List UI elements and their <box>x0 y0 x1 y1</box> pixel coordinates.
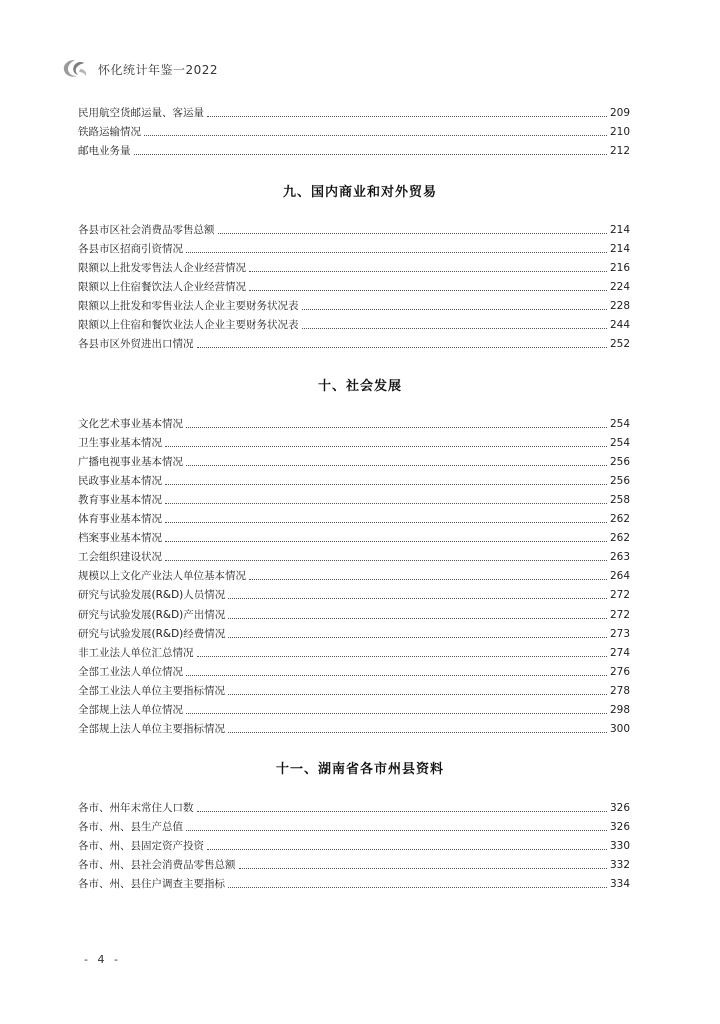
toc-entry-label: 教育事业基本情况 <box>78 494 162 507</box>
toc-entry-label: 卫生事业基本情况 <box>78 437 162 450</box>
toc-entry-page-number: 264 <box>609 570 630 583</box>
dot-leader <box>228 598 607 599</box>
yearbook-logo-icon <box>60 57 90 81</box>
dot-leader <box>165 484 607 485</box>
dot-leader <box>186 713 607 714</box>
toc-entry-label: 限额以上批发和零售业法人企业主要财务状况表 <box>78 300 299 313</box>
toc-entry-label: 广播电视事业基本情况 <box>78 456 183 469</box>
toc-entry-page-number: 273 <box>609 627 630 640</box>
toc-entry-label: 各市、州、县住户调查主要指标 <box>78 878 225 891</box>
dot-leader <box>186 830 607 831</box>
toc-entry[interactable] <box>78 489 630 507</box>
toc-entry-label: 限额以上批发零售法人企业经营情况 <box>78 262 246 275</box>
toc-entry[interactable] <box>78 257 630 275</box>
toc-entry-label: 规模以上文化产业法人单位基本情况 <box>78 570 246 583</box>
toc-entry-page-number: 274 <box>609 646 630 659</box>
toc-entry[interactable] <box>78 333 630 351</box>
dot-leader <box>228 637 607 638</box>
section-title: 十一、湖南省各市州县资料 <box>275 762 444 777</box>
toc-entry-page-number: 272 <box>609 589 630 602</box>
toc-entry-page-number: 252 <box>609 338 630 351</box>
dot-leader <box>165 560 607 561</box>
toc-entry-page-number: 300 <box>609 722 630 735</box>
toc-entry[interactable] <box>78 623 630 641</box>
toc-entry-page-number: 214 <box>609 224 630 236</box>
dot-leader <box>302 328 607 329</box>
toc-entry[interactable] <box>78 413 630 431</box>
toc-entry[interactable] <box>78 854 630 872</box>
toc-entry-page-number: 334 <box>609 878 630 891</box>
toc-entry-label: 限额以上住宿和餐饮业法人企业主要财务状况表 <box>78 319 299 332</box>
dot-leader <box>239 868 607 869</box>
toc-entry[interactable] <box>78 816 630 834</box>
toc-entry-page-number: 228 <box>609 300 630 313</box>
page-number: - 4 - <box>84 953 121 966</box>
toc-entry-page-number: 276 <box>609 665 630 678</box>
toc-entry-label: 文化艺术事业基本情况 <box>78 418 183 430</box>
section-title: 十、社会发展 <box>317 379 402 394</box>
toc-entry[interactable] <box>78 432 630 450</box>
toc-entry[interactable] <box>78 238 630 256</box>
dot-leader <box>207 116 607 117</box>
toc-entry[interactable] <box>78 295 630 313</box>
toc-entry-label: 各市、州、县固定资产投资 <box>78 840 204 853</box>
toc-entry-label: 档案事业基本情况 <box>78 532 162 545</box>
toc-entry-page-number: 256 <box>609 475 630 488</box>
toc-entry-page-number: 256 <box>609 456 630 469</box>
toc-entry[interactable] <box>78 584 630 602</box>
toc-entry-label: 研究与试验发展(R&D)产出情况 <box>78 608 226 621</box>
dot-leader <box>165 541 607 542</box>
toc-entry-page-number: 263 <box>609 551 630 564</box>
toc-entry-label: 非工业法人单位汇总情况 <box>78 646 194 659</box>
toc-entry-label: 全部工业法人单位情况 <box>78 665 183 678</box>
toc-entry-page-number: 209 <box>609 107 630 119</box>
dot-leader <box>228 887 607 888</box>
dot-leader <box>197 347 607 348</box>
toc-entry[interactable] <box>78 508 630 526</box>
toc-entry[interactable] <box>78 451 630 469</box>
toc-entry[interactable] <box>78 718 630 736</box>
toc-entry[interactable] <box>78 661 630 679</box>
toc-entry-page-number: 254 <box>609 437 630 450</box>
dot-leader <box>218 233 607 234</box>
dot-leader <box>186 465 607 466</box>
toc-entry-label: 全部工业法人单位主要指标情况 <box>78 684 225 697</box>
toc-entry-page-number: 254 <box>609 418 630 430</box>
toc-entry-page-number: 272 <box>609 608 630 621</box>
toc-entry[interactable] <box>78 470 630 488</box>
header-title: 怀化统计年鉴一2022 <box>98 62 219 77</box>
toc-entry-page-number: 262 <box>609 532 630 545</box>
toc-entry-page-number: 244 <box>609 319 630 332</box>
toc-entry-label: 民用航空货邮运量、客运量 <box>78 107 204 119</box>
toc-entry-page-number: 216 <box>609 262 630 275</box>
toc-entry-page-number: 330 <box>609 840 630 853</box>
toc-entry[interactable] <box>78 219 630 237</box>
toc-entry-label: 各县市区招商引资情况 <box>78 243 183 256</box>
toc-entry-label: 各市、州、县社会消费品零售总额 <box>78 859 236 872</box>
toc-entry[interactable] <box>78 642 630 660</box>
dot-leader <box>186 252 607 253</box>
dot-leader <box>165 522 607 523</box>
toc-entry-label: 各市、州、县生产总值 <box>78 821 183 834</box>
toc-entry[interactable] <box>78 546 630 564</box>
toc-entry-label: 全部规上法人单位主要指标情况 <box>78 722 225 735</box>
dot-leader <box>186 427 607 428</box>
toc-entry-label: 各市、州年末常住人口数 <box>78 802 194 814</box>
dot-leader <box>207 849 607 850</box>
toc-entry[interactable] <box>78 604 630 622</box>
toc-entry[interactable] <box>78 276 630 294</box>
dot-leader <box>165 446 607 447</box>
toc-entry-label: 体育事业基本情况 <box>78 513 162 526</box>
dot-leader <box>144 135 607 136</box>
toc-entry-page-number: 298 <box>609 703 630 716</box>
toc-entry[interactable] <box>78 835 630 853</box>
dot-leader <box>165 503 607 504</box>
toc-entry-label: 民政事业基本情况 <box>78 475 162 488</box>
toc-entry-page-number: 278 <box>609 684 630 697</box>
toc-entry[interactable] <box>78 873 630 891</box>
dot-leader <box>197 656 607 657</box>
toc-entry-label: 铁路运输情况 <box>78 126 141 139</box>
toc-entry-label: 邮电业务量 <box>78 145 131 158</box>
dot-leader <box>228 732 607 733</box>
toc-entry-page-number: 258 <box>609 494 630 507</box>
toc-entry-page-number: 332 <box>609 859 630 872</box>
toc-entry[interactable] <box>78 797 630 815</box>
page-header <box>60 55 218 83</box>
toc-entry[interactable] <box>78 527 630 545</box>
toc-entry[interactable] <box>78 699 630 717</box>
toc-entry-label: 工会组织建设状况 <box>78 551 162 564</box>
toc-entry[interactable] <box>78 314 630 332</box>
dot-leader <box>249 271 607 272</box>
toc-entry-label: 全部规上法人单位情况 <box>78 703 183 716</box>
toc-entry-page-number: 212 <box>609 145 630 158</box>
dot-leader <box>228 694 607 695</box>
toc-entry[interactable] <box>78 565 630 583</box>
toc-entry-page-number: 326 <box>609 821 630 834</box>
dot-leader <box>302 309 607 310</box>
dot-leader <box>134 154 607 155</box>
toc-entry-label: 研究与试验发展(R&D)经费情况 <box>78 627 226 640</box>
toc-entry-label: 各县市区外贸进出口情况 <box>78 338 194 351</box>
section-title: 九、国内商业和对外贸易 <box>282 185 437 200</box>
toc-entry[interactable] <box>78 102 630 120</box>
toc-entry-label: 限额以上住宿餐饮法人企业经营情况 <box>78 281 246 294</box>
toc-entry-page-number: 326 <box>609 802 630 814</box>
dot-leader <box>249 290 607 291</box>
toc-entry-label: 各县市区社会消费品零售总额 <box>78 224 215 236</box>
toc-entry-page-number: 262 <box>609 513 630 526</box>
toc-entry-page-number: 224 <box>609 281 630 294</box>
dot-leader <box>186 675 607 676</box>
toc-entry[interactable] <box>78 140 630 158</box>
toc-entry-page-number: 210 <box>609 126 630 139</box>
toc-entry[interactable] <box>78 680 630 698</box>
toc-entry-label: 研究与试验发展(R&D)人员情况 <box>78 589 226 602</box>
dot-leader <box>228 618 607 619</box>
dot-leader <box>197 811 607 812</box>
dot-leader <box>249 579 607 580</box>
toc-entry-page-number: 214 <box>609 243 630 256</box>
toc-entry[interactable] <box>78 121 630 139</box>
